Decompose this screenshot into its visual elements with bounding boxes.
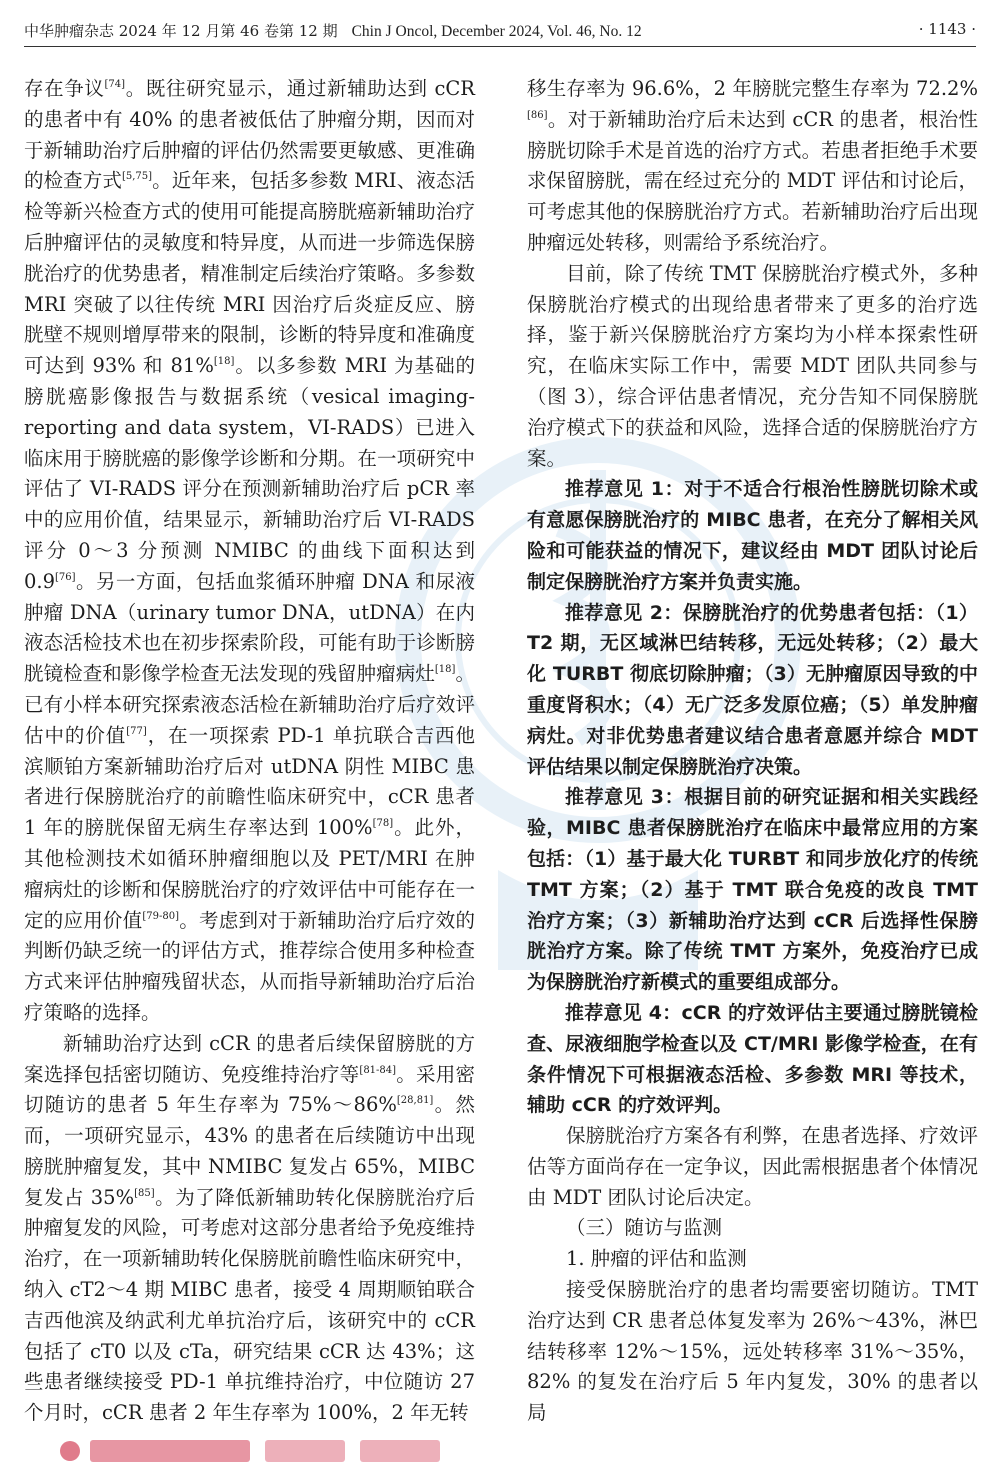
citation: [28,81]: [396, 1095, 434, 1107]
text-run: 。近年来，包括多参数 MRI、液态活检等新兴检查方式的使用可能提高膀胱癌新辅助治疗后肿瘤评估的灵敏度和特异度，从而进一步筛选保膀胱治疗的优势患者，精准制定后续治疗策略。多参数 MRI 突破了以往传统 MRI 因治疗后炎症反应、膀胱壁不规则增厚带来的限制，诊断的特异度和准确度可达到 93% 和 81%: [24, 169, 475, 378]
text-run: 。已有小样本研究探索液态活检在新辅助治疗后疗效评估中的价值: [24, 662, 475, 747]
citation: [81-84]: [359, 1064, 397, 1076]
text-run: 。考虑到对于新辅助治疗后疗效的判断仍缺乏统一的评估方式，推荐综合使用多种检查方式来评估肿瘤残留状态，从而指导新辅助治疗后治疗策略的选择。: [24, 908, 475, 1024]
citation: [85]: [134, 1187, 155, 1199]
right-column: [527, 74, 978, 1429]
paragraph: 保膀胱治疗方案各有利弊，在患者选择、疗效评估等方面尚存在一定争议，因此需根据患者个体情况由 MDT 团队讨论后决定。: [527, 1124, 978, 1209]
citation: [79-80]: [142, 910, 180, 922]
journal-name-cn: 中华肿瘤杂志 2024 年 12 月第 46 卷第 12 期: [24, 22, 338, 40]
citation: [78]: [372, 818, 394, 830]
text-run: 。另一方面，包括血浆循环肿瘤 DNA 和尿液肿瘤 DNA（urinary tumor DNA，utDNA）在内液态活检技术也在初步探索阶段，可能有助于诊断膀胱镜检查和影像学检查无法发现的残留肿瘤病灶: [24, 569, 475, 686]
citation: [18]: [213, 356, 235, 368]
paragraph: 接受保膀胱治疗的患者均需要密切随访。TMT 治疗达到 CR 患者总体复发率为 26%～43%，淋巴结转移率 12%～15%，远处转移率 31%～35%，82% 的复发在治疗后 5 年内复发，30% 的患者以局: [527, 1278, 978, 1425]
recommendation-1: 推荐意见 1：对于不适合行根治性膀胱切除术或有意愿保膀胱治疗的 MIBC 患者，在充分了解相关风险和可能获益的情况下，建议经由 MDT 团队讨论后制定保膀胱治疗方案并负责实施。: [527, 478, 978, 593]
subsection-heading: 1. 肿瘤的评估和监测: [566, 1247, 747, 1271]
left-column: [24, 74, 475, 1429]
text-run: 。既往研究显示，通过新辅助达到 cCR 的患者中有 40% 的患者被低估了肿瘤分期，因而对于新辅助治疗后肿瘤的评估仍然需要更敏感、更准确的检查方式: [24, 77, 475, 193]
text-run: 。为了降低新辅助转化保膀胱治疗后肿瘤复发的风险，可考虑对这部分患者给予免疫维持治疗，在一项新辅助转化保膀胱前瞻性临床研究中，纳入 cT2～4 期 MIBC 患者，接受 4 周期顺铂联合吉西他滨及纳武利尤单抗治疗后，该研究中的 cCR 包括了 cT0 以及 cTa，研究结果 cCR 达 43%；这些患者继续接受 PD-1 单抗维持治疗，中位随访 27 个月时，cCR 患者 2 年生存率为 100%，2 年无转: [24, 1185, 475, 1425]
citation: [76]: [55, 571, 76, 583]
paragraph: [24, 74, 475, 1029]
text-run: 存在争议: [24, 77, 105, 100]
running-header: [24, 14, 976, 47]
citation: [18]: [434, 664, 456, 676]
text-run: ，在一项探索 PD-1 单抗联合吉西他滨顺铂方案新辅助治疗后对 utDNA 阴性 MIBC 患者进行保膀胱治疗的前瞻性临床研究中，cCR 患者 1 年的膀胱保留无病生存率达到 100%: [24, 723, 475, 840]
text-run: 新辅助治疗达到 cCR 的患者后续保留膀胱的方案选择包括密切随访、免疫维持治疗等: [24, 1031, 475, 1086]
text-run: 。对于新辅助治疗后未达到 cCR 的患者，根治性膀胱切除手术是首选的治疗方式。若患者拒绝手术要求保留膀胱，需在经过充分的 MDT 评估和讨论后，可考虑其他的保膀胱治疗方式。若新辅助治疗后出现肿瘤远处转移，则需给予系统治疗。: [527, 107, 979, 254]
text-run: 。采用密切随访的患者 5 年生存率为 75%～86%: [24, 1062, 475, 1117]
recommendation-2: 推荐意见 2：保膀胱治疗的优势患者包括：（1）T2 期，无区域淋巴结转移，无远处转移；（2）最大化 TURBT 彻底切除肿瘤；（3）无肿瘤原因导致的中重度肾积水；（4）无广泛多发原位癌；（5）单发肿瘤病灶。对非优势患者建议结合患者意愿并综合 MDT 评估结果以制定保膀胱治疗决策。: [527, 601, 978, 778]
section-heading: （三）随访与监测: [566, 1216, 723, 1240]
page-number: · 1143 ·: [918, 20, 976, 38]
paragraph: [24, 1029, 475, 1429]
publisher-logo-strip: [60, 1434, 580, 1468]
journal-citation: [24, 20, 642, 41]
text-run: 。此外，其他检测技术如循环肿瘤细胞以及 PET/MRI 在肿瘤病灶的诊断和保膀胱治疗的疗效评估中可能存在一定的应用价值: [24, 816, 475, 932]
recommendation-3: 推荐意见 3：根据目前的研究证据和相关实践经验，MIBC 患者保膀胱治疗在临床中最常应用的方案包括：（1）基于最大化 TURBT 和同步放化疗的传统 TMT 方案；（2）基于 TMT 联合免疫的改良 TMT 治疗方案；（3）新辅助治疗达到 cCR 后选择性保膀胱治疗方案。除了传统 TMT 方案外，免疫治疗已成为保膀胱治疗新模式的重要组成部分。: [527, 786, 978, 994]
paragraph: [527, 74, 978, 259]
text-run: 。以多参数 MRI 为基础的膀胱癌影像报告与数据系统（vesical imaging-reporting and data system，VI-RADS）已进入临床用于膀胱癌的影像学诊断和分期。在一项研究中评估了 VI-RADS 评分在预测新辅助治疗后 pCR 率中的应用价值，结果显示，新辅助治疗后 VI-RADS 评分 0～3 分预测 NMIBC 的曲线下面积达到 0.9: [24, 354, 476, 593]
journal-name-en: Chin J Oncol, December 2024, Vol. 46, No. 12: [351, 23, 642, 40]
paragraph: 目前，除了传统 TMT 保膀胱治疗模式外，多种保膀胱治疗模式的出现给患者带来了更多的治疗选择，鉴于新兴保膀胱治疗方案均为小样本探索性研究，在临床实际工作中，需要 MDT 团队共同参与（图 3），综合评估患者情况，充分告知不同保膀胱治疗模式下的获益和风险，选择合适的保膀胱治疗方案。: [527, 261, 978, 470]
citation: [5,75]: [121, 171, 153, 183]
citation: [74]: [104, 79, 126, 90]
text-run: 。然而，一项研究显示，43% 的患者在后续随访中出现膀胱肿瘤复发，其中 NMIBC 复发占 65%，MIBC 复发占 35%: [24, 1093, 475, 1209]
recommendation-4: 推荐意见 4：cCR 的疗效评估主要通过膀胱镜检查、尿液细胞学检查以及 CT/MRI 影像学检查，在有条件情况下可根据液态活检、多参数 MRI 等技术，辅助 cCR 的疗效评判。: [527, 1001, 978, 1117]
citation: [86]: [527, 109, 548, 121]
citation: [77]: [126, 725, 147, 737]
text-run: 移生存率为 96.6%，2 年膀胱完整生存率为 72.2%: [527, 77, 978, 100]
